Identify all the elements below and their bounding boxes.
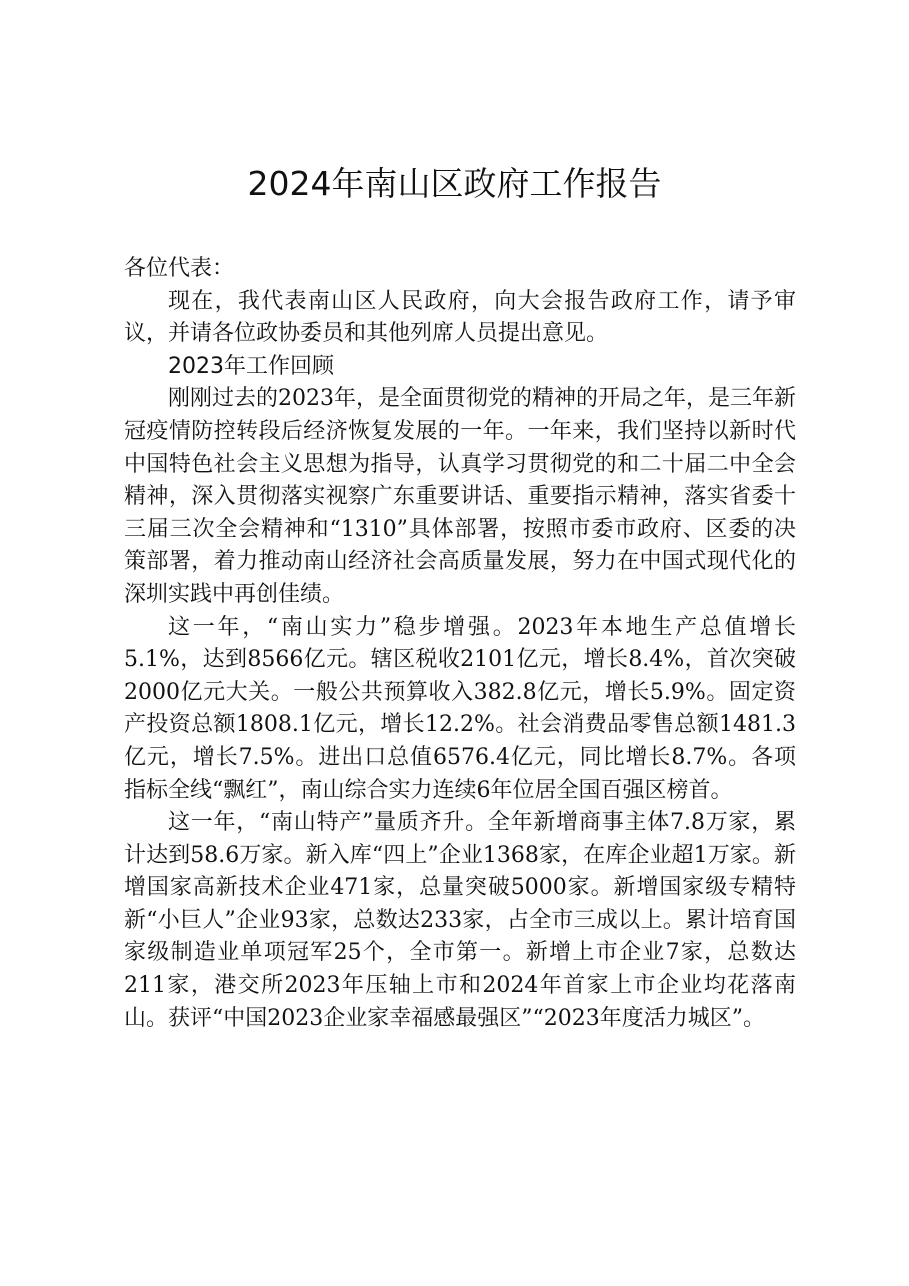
review-paragraph-enterprises: 这一年，“南山特产”量质齐升。全年新增商事主体7.8万家，累计达到58.6万家。新入库“四上”企业1368家，在库企业超1万家。新增国家高新技术企业471家，总量突破5000家。新增国家级专精特新“小巨人”企业93家，总数达233家，占全市三成以上。累计培育国家级制造业单项冠军25个，全市第一。新增上市企业7家，总数达211家，港交所2023年压轴上市和2024年首家上市企业均花落南山。获评“中国2023企业家幸福感最强区”“2023年度活力城区”。 [124, 810, 796, 1031]
document-title: 2024年南山区政府工作报告 [247, 164, 662, 203]
review-paragraph-overview: 刚刚过去的2023年，是全面贯彻党的精神的开局之年，是三年新冠疫情防控转段后经济恢复发展的一年。一年来，我们坚持以新时代中国特色社会主义思想为指导，认真学习贯彻党的和二十届二中全会精神，深入贯彻落实视察广东重要讲话、重要指示精神，落实省委十三届三次全会精神和“1310”具体部署，按照市委市政府、区委的决策部署，着力推动南山经济社会高质量发展，努力在中国式现代化的深圳实践中再创佳绩。 [124, 386, 796, 607]
review-paragraph-strength: 这一年，“南山实力”稳步增强。2023年本地生产总值增长5.1%，达到8566亿元。辖区税收2101亿元，增长8.4%，首次突破2000亿元大关。一般公共预算收入382.8亿元，增长5.9%。固定资产投资总额1808.1亿元，增长12.2%。社会消费品零售总额1481.3亿元，增长7.5%。进出口总值6576.4亿元，同比增长8.7%。各项指标全线“飘红”，南山综合实力连续6年位居全国百强区榜首。 [124, 614, 796, 803]
section-heading: 2023年工作回顾 [168, 353, 334, 379]
opening-paragraph: 现在，我代表南山区人民政府，向大会报告政府工作，请予审议，并请各位政协委员和其他列席人员提出意见。 [124, 288, 796, 347]
salutation: 各位代表： [124, 256, 235, 281]
document-body [124, 253, 796, 1035]
